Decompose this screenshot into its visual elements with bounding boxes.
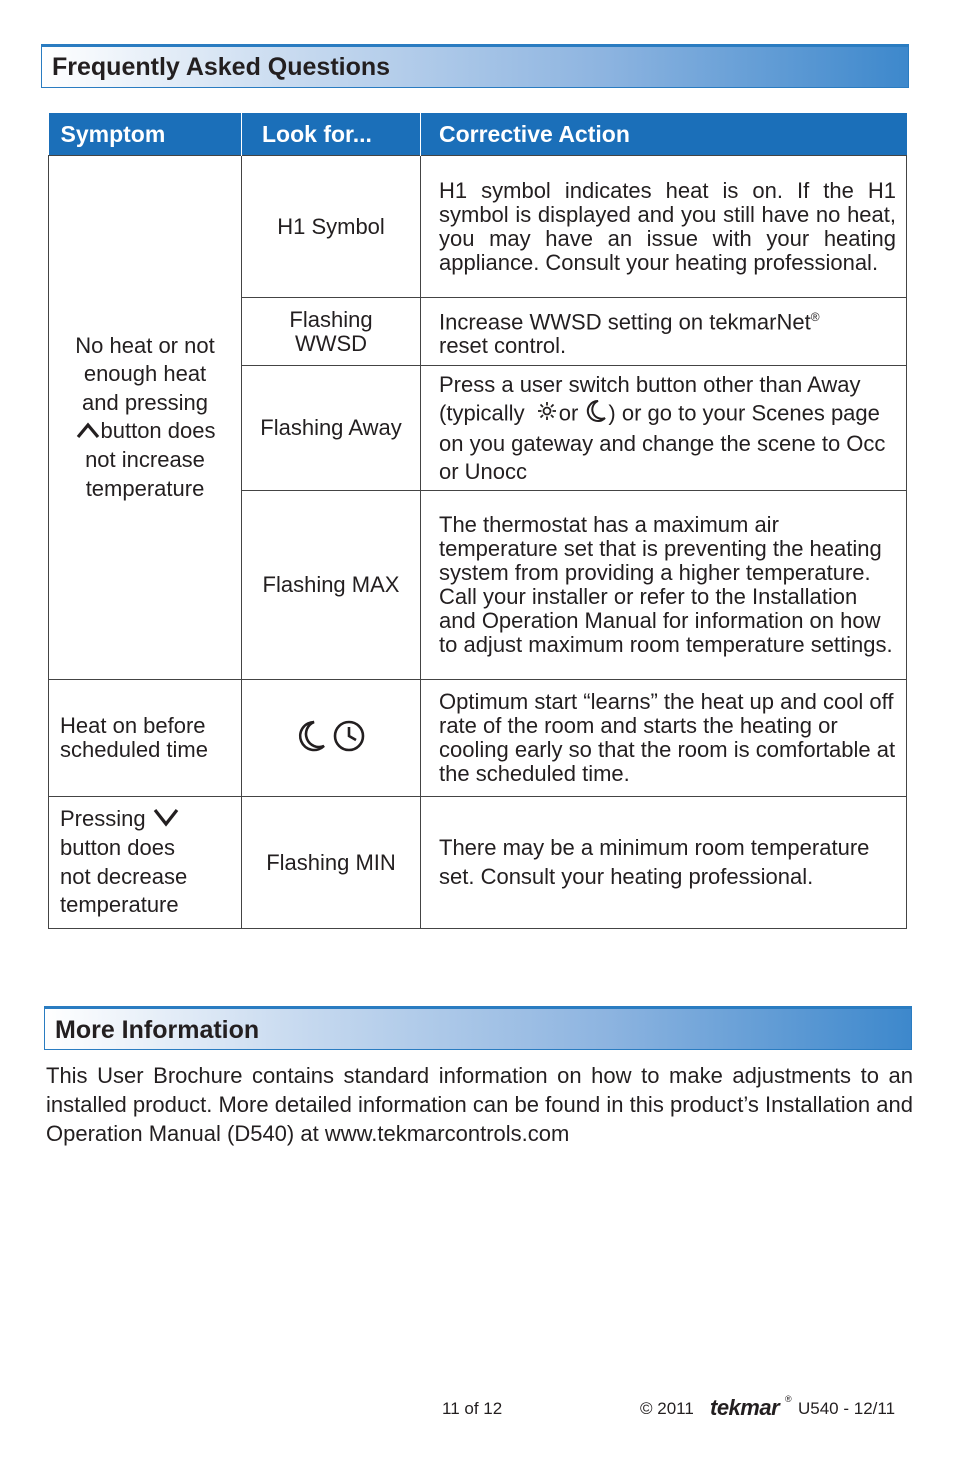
- faq-section-title: Frequently Asked Questions: [41, 44, 909, 88]
- chevron-up-icon: [75, 418, 101, 447]
- page-number: 11 of 12: [442, 1399, 503, 1418]
- symptom-line: Pressing: [60, 806, 146, 832]
- sun-icon: [537, 400, 557, 428]
- more-information-paragraph: This User Brochure contains standard information on how to make adjustments to an installed product. More detailed information can be found in this product’s Installation and Operation Manual (D540) at www.tekmarcontrols.com: [46, 1063, 913, 1146]
- clock-icon: [332, 719, 366, 758]
- action-optimum-start: Optimum start “learns” the heat up and cool off rate of the room and starts the heating or cooling early so that the room is comfortable at the scheduled time.: [421, 680, 907, 797]
- symptom-line: not decrease: [60, 863, 188, 889]
- table-row: [49, 680, 907, 797]
- document-code: U540 - 12/11: [798, 1399, 896, 1418]
- action-text: Press a user switch button other than Away (typically: [439, 371, 861, 425]
- symptom-line-with-icon: [60, 805, 231, 834]
- action-flashing-away: [421, 366, 907, 491]
- header-symptom: Symptom: [49, 113, 242, 156]
- registered-mark: ®: [810, 309, 820, 324]
- symptom-line: and pressing: [82, 389, 208, 415]
- look-for-h1-symbol: H1 Symbol: [242, 156, 421, 298]
- symptom-heat-on-early-cell: [49, 680, 242, 797]
- look-for-flashing-min: Flashing MIN: [242, 797, 421, 929]
- table-row: [49, 797, 907, 929]
- symptom-line: enough heat: [83, 361, 207, 387]
- action-flashing-min: There may be a minimum room temperature set. Consult your heating professional.: [421, 797, 907, 929]
- more-information-section-title: More Information: [44, 1006, 912, 1050]
- action-line: [439, 305, 896, 334]
- table-row: [49, 156, 907, 298]
- look-for-line: Flashing: [289, 306, 373, 332]
- action-h1-symbol: H1 symbol indicates heat is on. If the H1 symbol is displayed and you still have no heat, you may have an issue with your heating appliance. Consult your heating professional.: [421, 156, 907, 298]
- tekmar-logo: tekmar: [710, 1395, 780, 1420]
- symptom-pressing-down-cell: [49, 797, 242, 929]
- symptom-line: button does: [60, 835, 175, 861]
- look-for-flashing-max: Flashing MAX: [242, 491, 421, 680]
- action-line: reset control.: [439, 333, 567, 359]
- header-corrective-action: Corrective Action: [421, 113, 907, 156]
- registered-mark: ®: [785, 1394, 792, 1404]
- symptom-line: scheduled time: [60, 737, 208, 762]
- action-flashing-max: The thermostat has a maximum air temperature set that is preventing the heating system from providing a higher temperature. Call your installer or refer to the Installation and Operation Manual for information on how to adjust maximum room temperature settings.: [421, 491, 907, 680]
- symptom-line: Heat on before: [60, 713, 206, 738]
- symptom-line: not increase: [85, 447, 205, 473]
- symptom-line: button does: [100, 418, 216, 444]
- symptom-line: temperature: [85, 475, 205, 501]
- copyright: © 2011: [640, 1399, 694, 1418]
- moon-icon: [296, 719, 326, 758]
- symptom-line: No heat or not: [75, 332, 215, 358]
- header-look-for: Look for...: [242, 113, 421, 156]
- moon-icon: [586, 399, 606, 430]
- look-for-line: WWSD: [294, 330, 368, 356]
- symptom-line: temperature: [60, 892, 179, 918]
- action-text: ) or go to your Scenes page on you gateway and change the scene to Occ or Unocc: [439, 399, 886, 484]
- chevron-down-icon: [152, 806, 180, 835]
- action-text: or: [558, 399, 579, 425]
- look-for-flashing-wwsd: [242, 298, 421, 366]
- action-text: Increase WWSD setting on tekmarNet: [439, 309, 811, 335]
- faq-table: [48, 113, 907, 929]
- symptom-line-with-icon: [49, 417, 241, 446]
- symptom-no-heat-cell: [49, 156, 242, 680]
- faq-table-header-row: [49, 113, 907, 156]
- look-for-optimum-start-icons: [242, 680, 421, 797]
- action-flashing-wwsd: [421, 298, 907, 366]
- look-for-flashing-away: Flashing Away: [242, 366, 421, 491]
